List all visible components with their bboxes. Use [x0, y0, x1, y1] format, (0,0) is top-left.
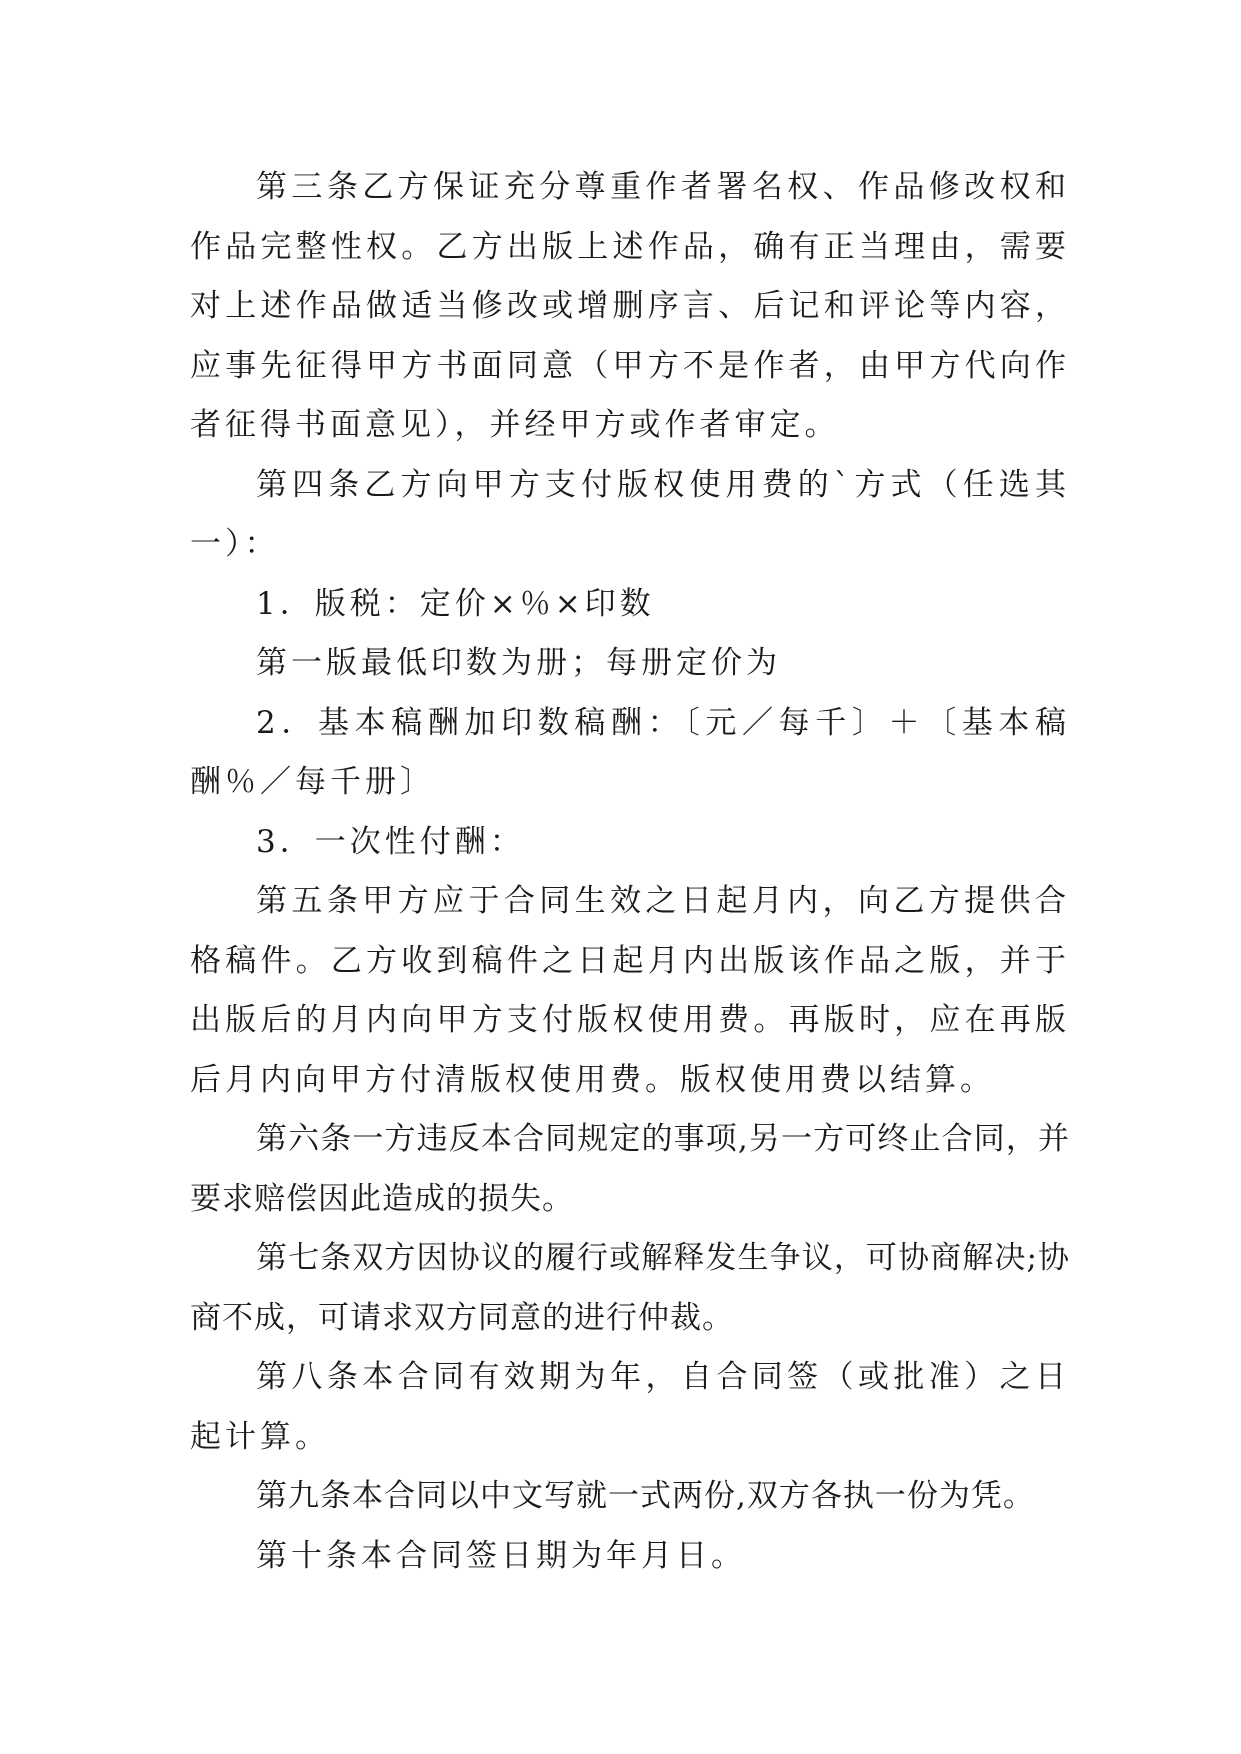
article-3-paragraph: 第三条乙方保证充分尊重作者署名权、作品修改权和作品完整性权。乙方出版上述作品，确有正当理由，需要对上述作品做适当修改或增删序言、后记和评论等内容，应事先征得甲方书面同意（甲方不是作者，由甲方代向作者征得书面意见），并经甲方或作者审定。 — [190, 169, 1070, 443]
article-4-paragraph: 第四条乙方向甲方支付版权使用费的`方式（任选其一）： — [190, 466, 1070, 562]
first-edition-note: 第一版最低印数为册；每册定价为 — [256, 645, 781, 681]
article-8-paragraph: 第八条本合同有效期为年，自合同签（或批准）之日起计算。 — [190, 1359, 1070, 1455]
article-10-paragraph: 第十条本合同签日期为年月日。 — [256, 1537, 746, 1574]
payment-option-2: 2．基本稿酬加印数稿酬：〔元／每千〕＋〔基本稿酬％／每千册〕 — [190, 704, 1070, 800]
contract-body — [190, 158, 1070, 1586]
article-5-paragraph: 第五条甲方应于合同生效之日起月内，向乙方提供合格稿件。乙方收到稿件之日起月内出版该作品之版，并于出版后的月内向甲方支付版权使用费。再版时，应在再版后月内向甲方付清版权使用费。版权使用费以结算。 — [190, 883, 1070, 1098]
article-6-paragraph: 第六条一方违反本合同规定的事项,另一方可终止合同，并要求赔偿因此造成的损失。 — [190, 1121, 1070, 1217]
payment-option-1: 1．版税：定价×％×印数 — [256, 585, 655, 622]
payment-option-3: 3．一次性付酬： — [256, 823, 525, 860]
article-7-paragraph: 第七条双方因协议的履行或解释发生争议，可协商解决;协商不成，可请求双方同意的进行仲裁。 — [190, 1240, 1070, 1336]
article-9-paragraph: 第九条本合同以中文写就一式两份,双方各执一份为凭。 — [256, 1478, 1035, 1514]
